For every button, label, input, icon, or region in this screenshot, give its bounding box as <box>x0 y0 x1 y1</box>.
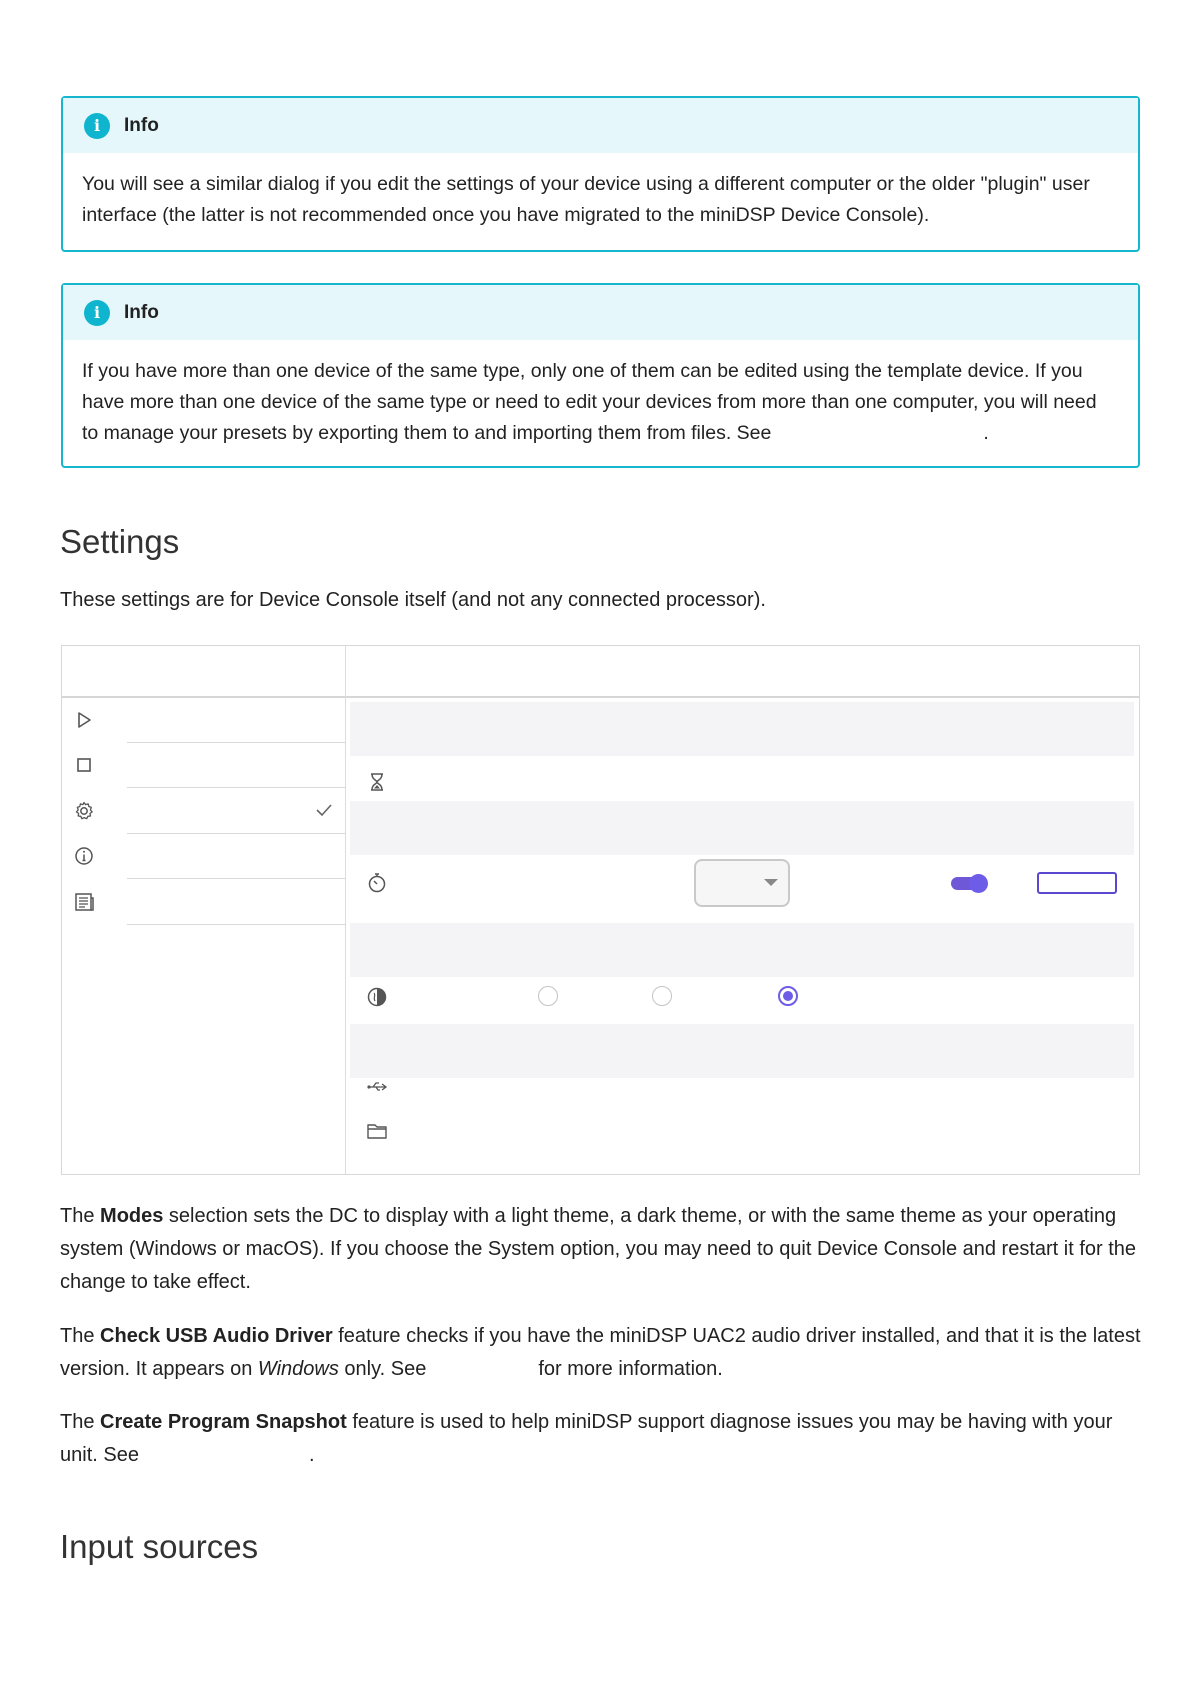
settings-band-1 <box>350 702 1134 756</box>
settings-band-4 <box>350 1024 1134 1078</box>
settings-band-2 <box>350 801 1134 855</box>
settings-screenshot <box>61 645 1140 1175</box>
nav-item-settings[interactable] <box>62 789 346 834</box>
usb-paragraph <box>60 1320 1150 1386</box>
text: The <box>60 1325 101 1347</box>
info-box-text-main: If you have more than one device of the same type, only one of them can be edited using the template device. If you have more than one device of the same type or need to edit your devices from more than one computer, you will need to manage your presets by exporting them to and importing them from files. See <box>82 360 1097 444</box>
mode-radio-system[interactable] <box>778 986 798 1006</box>
text: . <box>308 1444 315 1466</box>
windows-term: Windows <box>257 1358 339 1380</box>
action-button[interactable] <box>1037 872 1117 894</box>
info-icon: i <box>84 113 110 139</box>
theme-icon <box>365 985 389 1009</box>
gear-icon <box>72 799 96 823</box>
info-box-1 <box>61 96 1140 252</box>
text: for more information. <box>538 1358 723 1380</box>
settings-intro: These settings are for Device Console itself (and not any connected processor). <box>60 589 766 611</box>
nav-item-stop[interactable] <box>62 743 346 788</box>
info-circle-icon <box>72 844 96 868</box>
hourglass-icon <box>365 770 389 794</box>
info-box-title: Info <box>124 301 159 323</box>
stop-icon <box>72 753 96 777</box>
mode-radio-dark[interactable] <box>652 986 672 1006</box>
info-box-2 <box>61 283 1140 468</box>
text: The <box>60 1205 101 1227</box>
info-box-title: Info <box>124 114 159 136</box>
timeout-select[interactable] <box>694 859 790 907</box>
text: selection sets the DC to display with a light theme, a dark theme, or with the same theme as your operating system (Windows or macOS). If you choose the System option, you may need to quit Device Console and restart it for the change to take effect. <box>60 1205 1137 1293</box>
usb-icon <box>365 1075 389 1099</box>
news-icon <box>72 890 96 914</box>
text: feature checks if you have the miniDSP UAC2 audio driver installed, and that it is the latest version. It appears on <box>60 1325 1141 1380</box>
snapshot-paragraph <box>60 1406 1150 1472</box>
mode-radio-light[interactable] <box>538 986 558 1006</box>
info-box-header <box>63 98 1138 153</box>
nav-item-news[interactable] <box>62 880 346 925</box>
play-icon <box>72 708 96 732</box>
settings-band-3 <box>350 923 1134 977</box>
chevron-down-icon <box>764 879 778 886</box>
text: only. See <box>338 1358 427 1380</box>
info-box-header <box>63 285 1138 340</box>
info-box-text <box>63 340 1138 449</box>
setting-toggle[interactable] <box>951 874 987 892</box>
text: feature is used to help miniDSP support diagnose issues you may be having with your unit. See <box>60 1411 1113 1466</box>
usb-term: Check USB Audio Driver <box>100 1325 333 1347</box>
settings-heading: Settings <box>60 523 180 560</box>
text: The <box>60 1411 101 1433</box>
info-box-text: You will see a similar dialog if you edit the settings of your device using a different computer or the older "plugin" user interface (the latter is not recommended once you have migrated to the miniDSP Device Console). <box>82 173 1090 226</box>
nav-item-about[interactable] <box>62 834 346 879</box>
modes-paragraph <box>60 1200 1150 1299</box>
info-icon: i <box>84 300 110 326</box>
input-sources-heading: Input sources <box>60 1528 259 1565</box>
folder-icon <box>365 1119 389 1143</box>
info-box-text-end: . <box>983 422 989 444</box>
timer-icon <box>365 871 389 895</box>
snapshot-term: Create Program Snapshot <box>100 1411 347 1433</box>
nav-item-play[interactable] <box>62 698 346 743</box>
modes-term: Modes <box>100 1205 164 1227</box>
nav-sidebar <box>62 646 346 1174</box>
check-icon <box>314 800 334 820</box>
